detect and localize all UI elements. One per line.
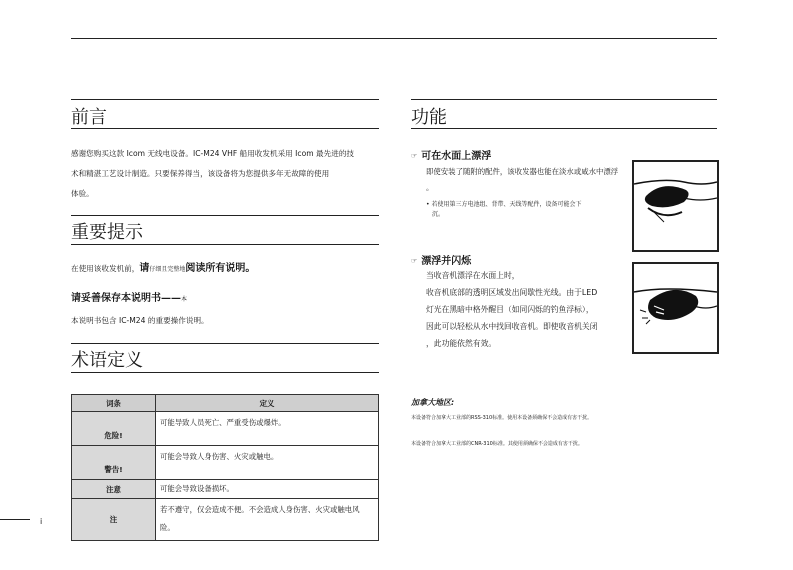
flash-line: 灯光在黑暗中格外醒目（如同闪烁的钓鱼浮标）， — [426, 305, 594, 314]
flash-text — [426, 267, 632, 352]
important-bottom-rule — [71, 244, 379, 245]
preface-bottom-rule — [71, 128, 379, 129]
features-bottom-rule — [411, 128, 717, 129]
canada-line-2: 本设备符合加拿大工业部的CNR-310标准。其使用须确保不会造成有害干扰。 — [411, 441, 583, 447]
keep-small: 本 — [181, 296, 188, 303]
keep-line: 本说明书包含 IC-M24 的重要操作说明。 — [71, 316, 209, 325]
def-cell: 可能会导致人身伤害、火灾或触电。 — [156, 446, 379, 480]
read-bold: 请 — [139, 263, 150, 274]
term-cell: 注 — [72, 499, 156, 541]
important-heading: 重要提示 — [71, 222, 143, 243]
float-line: 。 — [426, 183, 434, 192]
preface-text — [71, 144, 381, 204]
flash-line: ，此功能依然有效。 — [426, 339, 497, 348]
float-note-line: 沉。 — [432, 211, 445, 218]
terms-table — [71, 394, 379, 541]
float-text — [426, 164, 666, 196]
terms-header-row — [72, 395, 379, 412]
table-row — [72, 499, 379, 541]
def-cell: 可能会导致设备损坏。 — [156, 480, 379, 499]
flash-line: 收音机底部的透明区域发出间歇性光线。由于LED — [426, 288, 598, 297]
col-def: 定义 — [156, 395, 379, 412]
features-top-rule — [411, 99, 717, 100]
float-note — [426, 200, 636, 220]
preface-line: 体验。 — [71, 189, 94, 198]
def-cell: 可能导致人员死亡、严重受伤或爆炸。 — [156, 412, 379, 446]
canada-title: 加拿大地区: — [411, 398, 455, 407]
read-prefix: 在使用该收发机前， — [71, 264, 140, 273]
keep-bold: 请妥善保存本说明书—— — [71, 293, 181, 304]
term-cell: 危险! — [72, 412, 156, 446]
read-mid: 仔细且完整地 — [149, 266, 186, 273]
page-rule — [0, 519, 30, 520]
float-illustration — [632, 160, 719, 252]
table-row — [72, 480, 379, 499]
features-heading: 功能 — [411, 107, 447, 128]
top-rule — [71, 38, 717, 39]
table-row — [72, 412, 379, 446]
terms-bottom-rule — [71, 372, 379, 373]
flash-illustration — [632, 262, 719, 354]
float-title-text: 可在水面上漂浮 — [421, 151, 492, 162]
page-number: i — [40, 517, 43, 526]
pointing-hand-icon: ☞ — [411, 257, 418, 265]
float-title — [411, 150, 491, 163]
flash-line: 因此可以轻松从水中找回收音机。即使收音机关闭 — [426, 322, 598, 331]
term-cell: 警告! — [72, 446, 156, 480]
float-note-line: • 若使用第三方电池组、背带、天线等配件，设备可能会下 — [426, 201, 582, 208]
pointing-hand-icon: ☞ — [411, 152, 418, 160]
term-cell: 注意 — [72, 480, 156, 499]
terms-top-rule — [71, 343, 379, 344]
preface-top-rule — [71, 99, 379, 100]
def-cell: 若不遵守，仅会造成不便。不会造成人身伤害、火灾或触电风险。 — [156, 499, 379, 541]
preface-heading: 前言 — [71, 107, 107, 128]
preface-line: 感谢您购买这款 Icom 无线电设备。IC-M24 VHF 船用收发机采用 Icom 最先进的技 — [71, 149, 355, 158]
float-line: 即使安装了随附的配件，该收发器也能在淡水或咸水中漂浮 — [426, 167, 619, 176]
preface-line: 术和精湛工艺设计制造。只要保养得当，该设备将为您提供多年无故障的使用 — [71, 169, 330, 178]
flash-title-text: 漂浮并闪烁 — [421, 256, 472, 267]
col-term: 词条 — [72, 395, 156, 412]
keep-manual — [71, 289, 381, 310]
canada-line-1: 本设备符合加拿大工业部的RSS-310标准。使用本设备须确保不会造成有害干扰。 — [411, 415, 593, 421]
read-bold-2: 阅读所有说明。 — [185, 263, 256, 274]
flash-line: 当收音机漂浮在水面上时， — [426, 271, 520, 280]
table-row — [72, 446, 379, 480]
important-top-rule — [71, 215, 379, 216]
read-instructions — [71, 259, 381, 280]
terms-heading: 术语定义 — [71, 350, 143, 371]
